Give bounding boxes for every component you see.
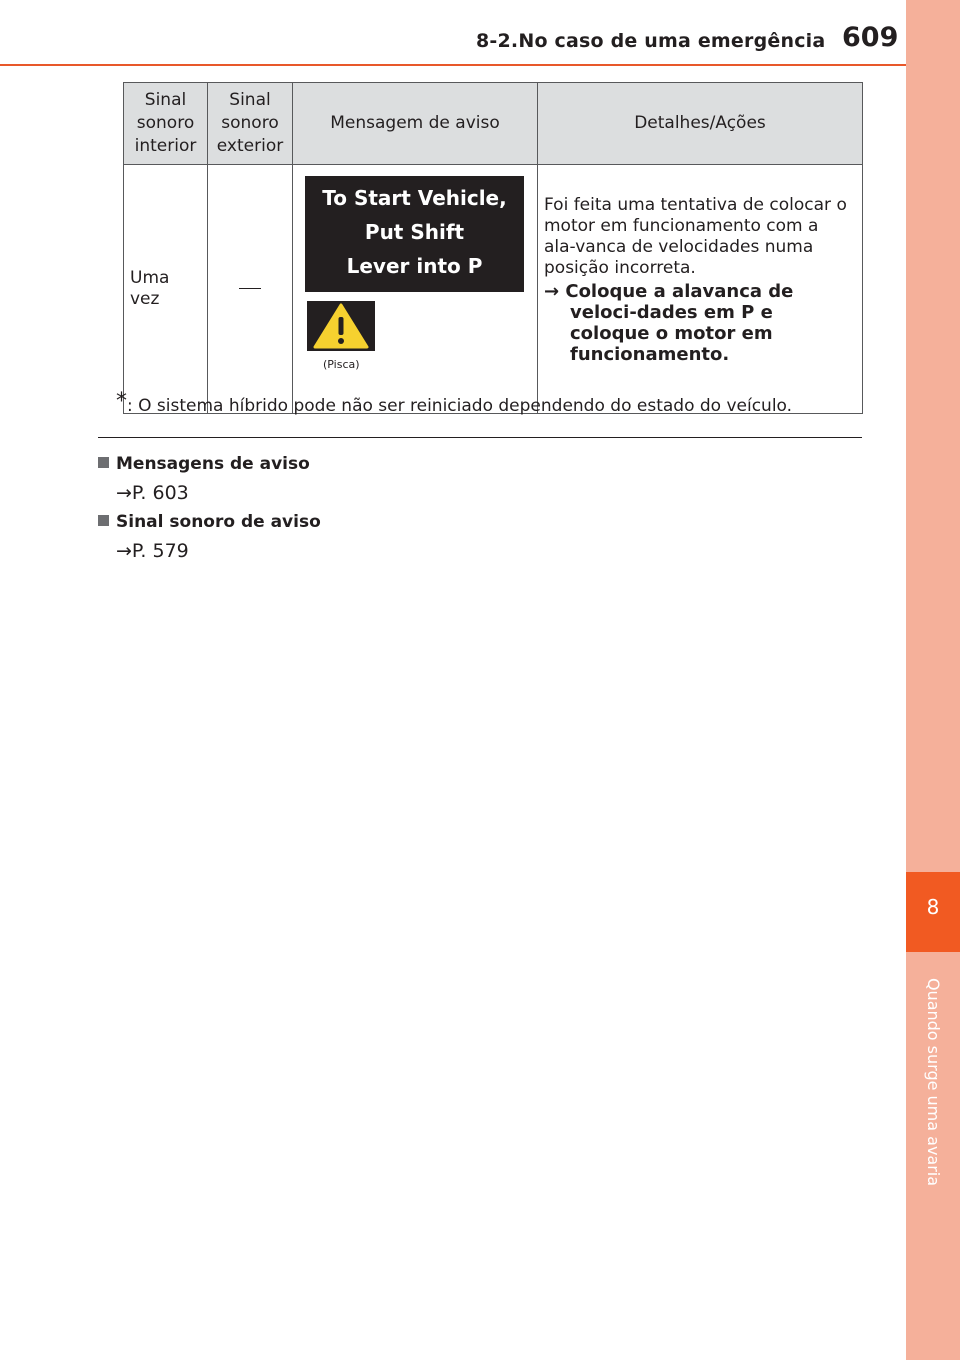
warning-triangle-icon <box>307 301 375 351</box>
arrow-right-icon: → <box>116 482 132 504</box>
table-row <box>124 165 863 414</box>
header-message-text: Mensagem de aviso <box>330 113 500 133</box>
header-exterior-buzzer <box>208 83 293 165</box>
action-label: Coloque a alavanca de veloci-dades em P e coloque o motor em funcionamento. <box>565 281 794 365</box>
header-rule <box>0 64 906 66</box>
section-heading-text: Mensagens de aviso <box>116 454 310 474</box>
section-title: 8-2.No caso de uma emergência <box>476 30 826 52</box>
footnote-text: : O sistema híbrido pode não ser reiniciado dependendo do estado do veículo. <box>127 396 793 416</box>
display-line-1: To Start Vehicle, <box>322 186 507 210</box>
page-reference-text: P. 579 <box>131 540 189 562</box>
header-details-actions <box>538 83 863 165</box>
exterior-buzzer-cell <box>208 165 293 414</box>
section-heading-warning-messages <box>98 454 310 474</box>
header-details-text: Detalhes/Ações <box>634 113 766 133</box>
section-heading-warning-buzzer <box>98 512 321 532</box>
arrow-right-icon: → <box>544 281 566 302</box>
interior-buzzer-cell <box>124 165 208 414</box>
header-interior-buzzer <box>124 83 208 165</box>
page-number: 609 <box>842 22 899 53</box>
arrow-right-icon: → <box>116 540 132 562</box>
divider <box>98 437 862 438</box>
chapter-title: Quando surge uma avaria <box>924 977 943 1187</box>
warning-message-cell <box>293 165 538 414</box>
action-text <box>544 281 850 365</box>
details-cell <box>538 165 863 414</box>
display-line-2: Put Shift <box>364 220 465 244</box>
exterior-buzzer-dash <box>239 288 261 289</box>
details-text: Foi feita uma tentativa de colocar o motor em funcionamento com a ala-vanca de velocidades numa posição incorreta. <box>544 195 847 278</box>
interior-buzzer-value: Uma vez <box>130 268 170 309</box>
page-reference-link[interactable] <box>116 482 189 504</box>
footnote <box>116 389 793 417</box>
warning-table <box>123 82 863 414</box>
bullet-square-icon <box>98 457 109 468</box>
multi-info-display-message <box>305 176 524 292</box>
header-interior-text: Sinal sonoro interior <box>134 90 197 156</box>
header-exterior-text: Sinal sonoro exterior <box>216 90 284 156</box>
bullet-square-icon <box>98 515 109 526</box>
warning-indicator <box>307 301 375 351</box>
footnote-marker: * <box>116 389 127 414</box>
table-header-row <box>124 83 863 165</box>
display-line-3: Lever into P <box>346 254 483 278</box>
chapter-number: 8 <box>926 895 940 919</box>
blink-caption: (Pisca) <box>323 358 360 371</box>
page-reference-text: P. 603 <box>131 482 189 504</box>
header-warning-message <box>293 83 538 165</box>
page-reference-link[interactable] <box>116 540 189 562</box>
section-heading-text: Sinal sonoro de aviso <box>116 512 321 532</box>
